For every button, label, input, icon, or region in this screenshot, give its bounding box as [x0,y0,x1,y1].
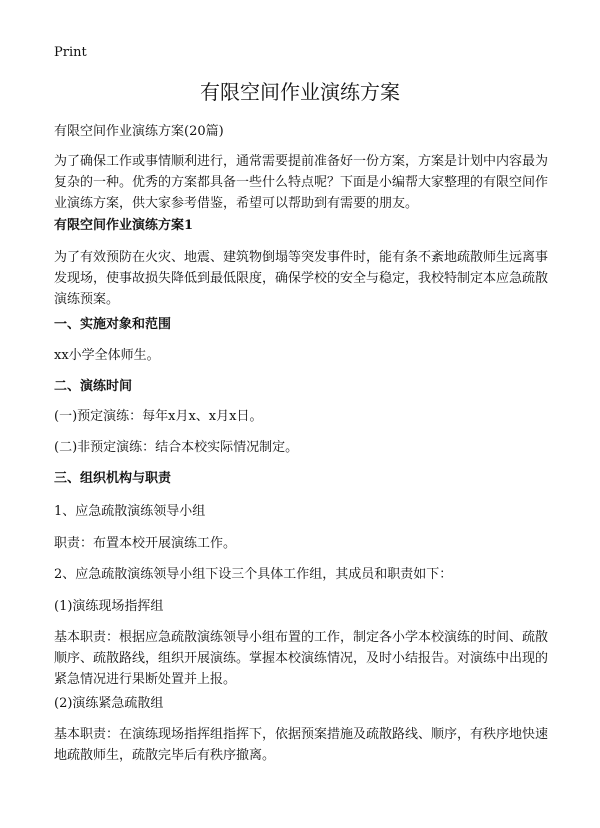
org-leadership-duty: 职责：布置本校开展演练工作。 [54,536,237,551]
org-field-command-group: (1)演练现场指挥组 [54,599,164,614]
org-subgroups: 2、应急疏散演练领导小组下设三个具体工作组，其成员和职责如下： [54,567,453,582]
heading-organization: 三、组织机构与职责 [54,471,172,486]
print-link[interactable]: Print [54,45,87,60]
section-intro-paragraph: 为了有效预防在火灾、地震、建筑物倒塌等突发事件时，能有条不紊地疏散师生远离事发现场，使事故损失降低到最低限度，确保学校的安全与稳定，我校特制定本应急疏散演练预案。 [54,250,549,307]
heading-scope: 一、实施对象和范围 [54,317,172,332]
section-title: 有限空间作业演练方案1 [54,218,194,233]
drill-time-unscheduled: (二)非预定演练：结合本校实际情况制定。 [54,440,299,455]
org-field-command-duty: 基本职责：根据应急疏散演练领导小组布置的工作，制定各小学本校演练的时间、疏散顺序、疏散路线，组织开展演练。掌握本校演练情况，及时小结报告。对演练中出现的紧急情况进行果断处置并上报。 [54,630,549,687]
org-evacuation-duty: 基本职责：在演练现场指挥组指挥下，依据预案措施及疏散路线、顺序，有秩序地快速地疏散师生，疏散完毕后有秩序撤离。 [54,727,549,763]
page-title: 有限空间作业演练方案 [200,80,400,104]
document-subtitle: 有限空间作业演练方案(20篇) [54,124,224,139]
org-evacuation-group: (2)演练紧急疏散组 [54,696,164,711]
drill-time-scheduled: (一)预定演练：每年x月x、x月x日。 [54,409,263,424]
heading-drill-time: 二、演练时间 [54,379,133,394]
intro-paragraph: 为了确保工作或事情顺利进行，通常需要提前准备好一份方案，方案是计划中内容最为复杂的一种。优秀的方案都具备一些什么特点呢？下面是小编帮大家整理的有限空间作业演练方案，供大家参考借鉴，希望可以帮助到有需要的朋友。 [54,154,549,211]
scope-paragraph: xx小学全体师生。 [54,348,160,363]
org-leadership-group: 1、应急疏散演练领导小组 [54,504,206,519]
